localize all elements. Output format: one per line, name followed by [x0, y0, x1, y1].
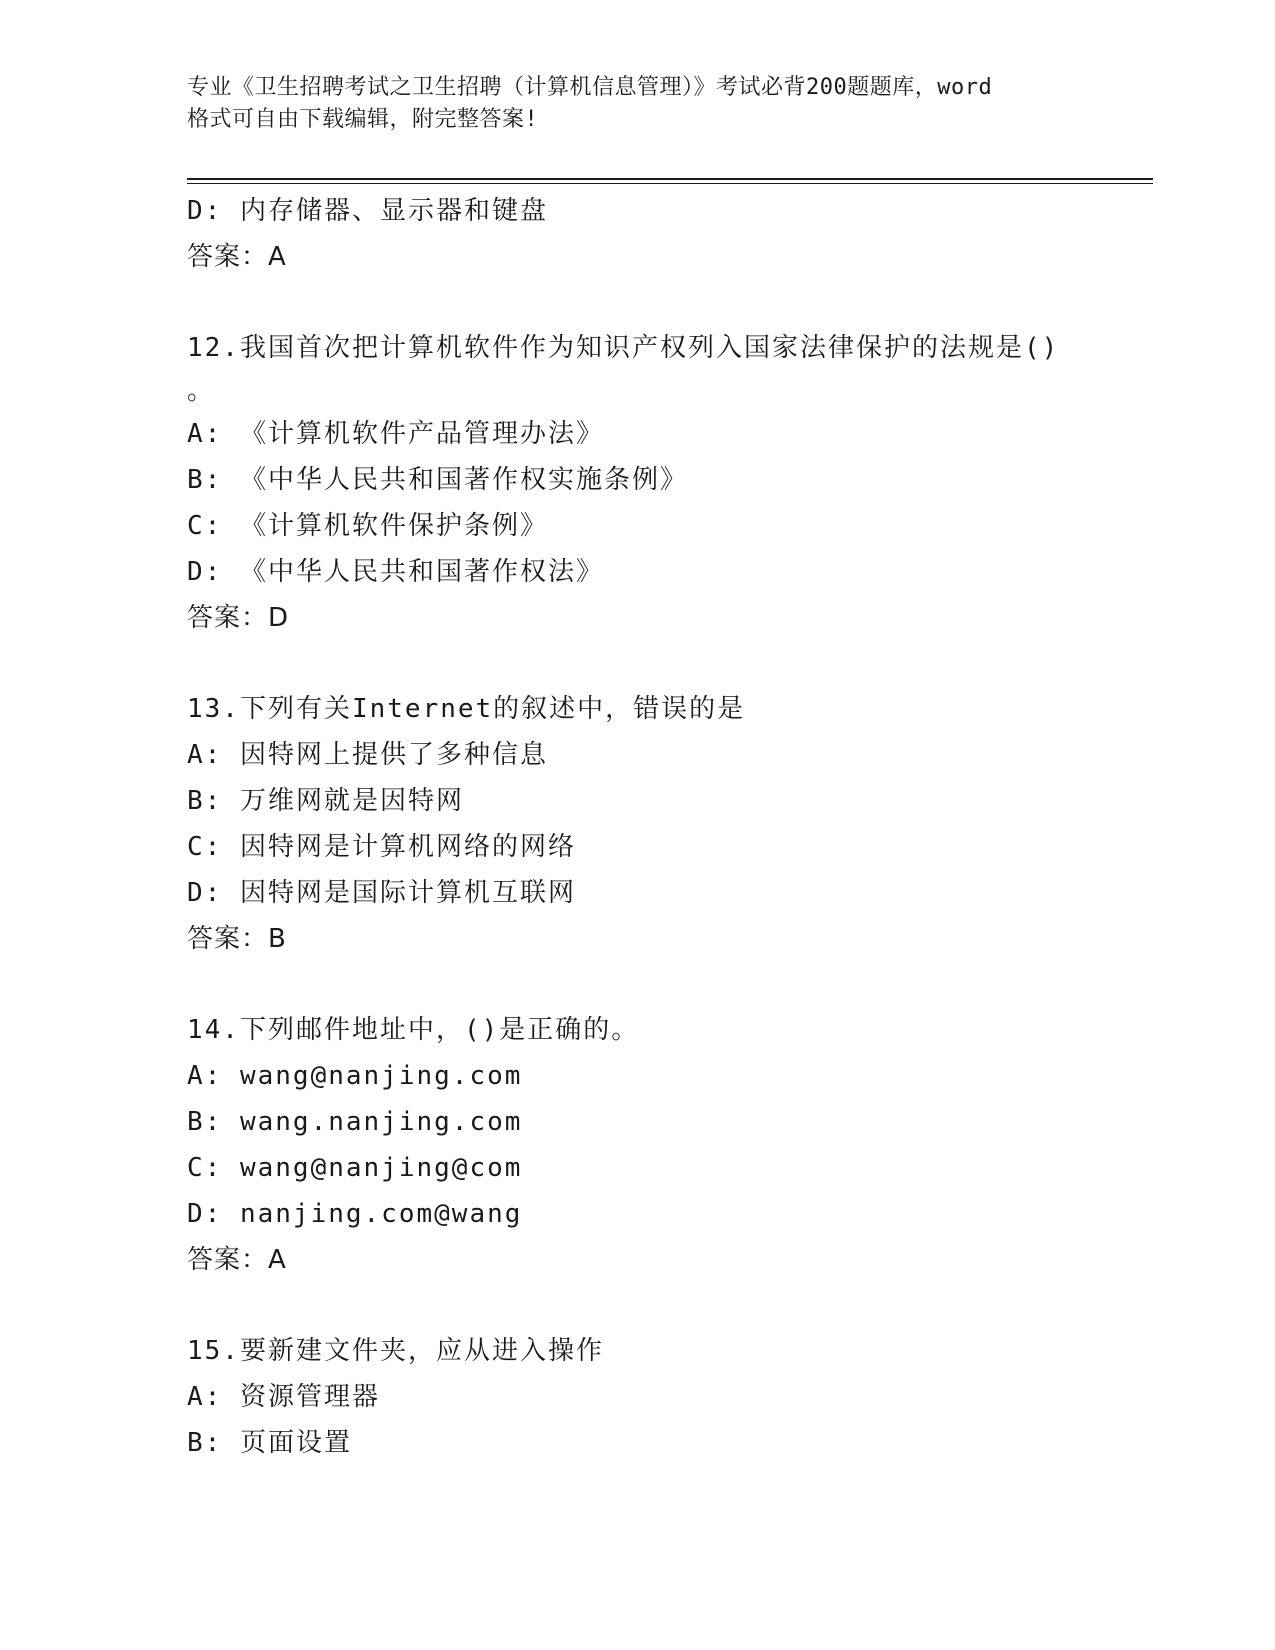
answer-line: 答案：A — [187, 242, 287, 272]
option-c: C: 《计算机软件保护条例》 — [187, 511, 548, 541]
question-block-13 — [187, 686, 1087, 962]
option-b: B: 页面设置 — [187, 1428, 352, 1458]
header-line-1: 专业《卫生招聘考试之卫生招聘（计算机信息管理）》考试必背200题题库，word — [187, 75, 993, 100]
option-c: C: wang@nanjing@com — [187, 1153, 523, 1183]
question-block-12 — [187, 325, 1087, 641]
option-d: D: 因特网是国际计算机互联网 — [187, 878, 576, 908]
option-d: D: 内存储器、显示器和键盘 — [187, 196, 548, 226]
question-stem: 12.我国首次把计算机软件作为知识产权列入国家法律保护的法规是() — [187, 333, 1060, 363]
header-line-2: 格式可自由下载编辑，附完整答案! — [187, 107, 539, 132]
option-c: C: 因特网是计算机网络的网络 — [187, 832, 576, 862]
question-stem: 14.下列邮件地址中，()是正确的。 — [187, 1015, 640, 1045]
option-b: B: 《中华人民共和国著作权实施条例》 — [187, 465, 688, 495]
question-stem: 13.下列有关Internet的叙述中，错误的是 — [187, 694, 746, 724]
question-block-11 — [187, 188, 1087, 280]
option-a: A: 因特网上提供了多种信息 — [187, 740, 548, 770]
question-list — [187, 188, 1087, 1466]
option-d: D: nanjing.com@wang — [187, 1199, 523, 1229]
option-a: A: 《计算机软件产品管理办法》 — [187, 419, 604, 449]
option-a: A: wang@nanjing.com — [187, 1061, 523, 1091]
option-d: D: 《中华人民共和国著作权法》 — [187, 557, 604, 587]
header-divider-thick — [187, 178, 1153, 180]
answer-line: 答案：D — [187, 603, 290, 633]
answer-line: 答案：B — [187, 924, 287, 954]
document-header — [187, 72, 1087, 136]
option-b: B: 万维网就是因特网 — [187, 786, 464, 816]
question-block-15 — [187, 1328, 1087, 1466]
question-block-14 — [187, 1007, 1087, 1283]
question-stem-continuation: 。 — [187, 376, 216, 406]
answer-line: 答案：A — [187, 1245, 287, 1275]
header-divider-thin — [187, 183, 1153, 184]
question-stem: 15.要新建文件夹，应从进入操作 — [187, 1336, 604, 1366]
option-a: A: 资源管理器 — [187, 1382, 380, 1412]
option-b: B: wang.nanjing.com — [187, 1107, 523, 1137]
